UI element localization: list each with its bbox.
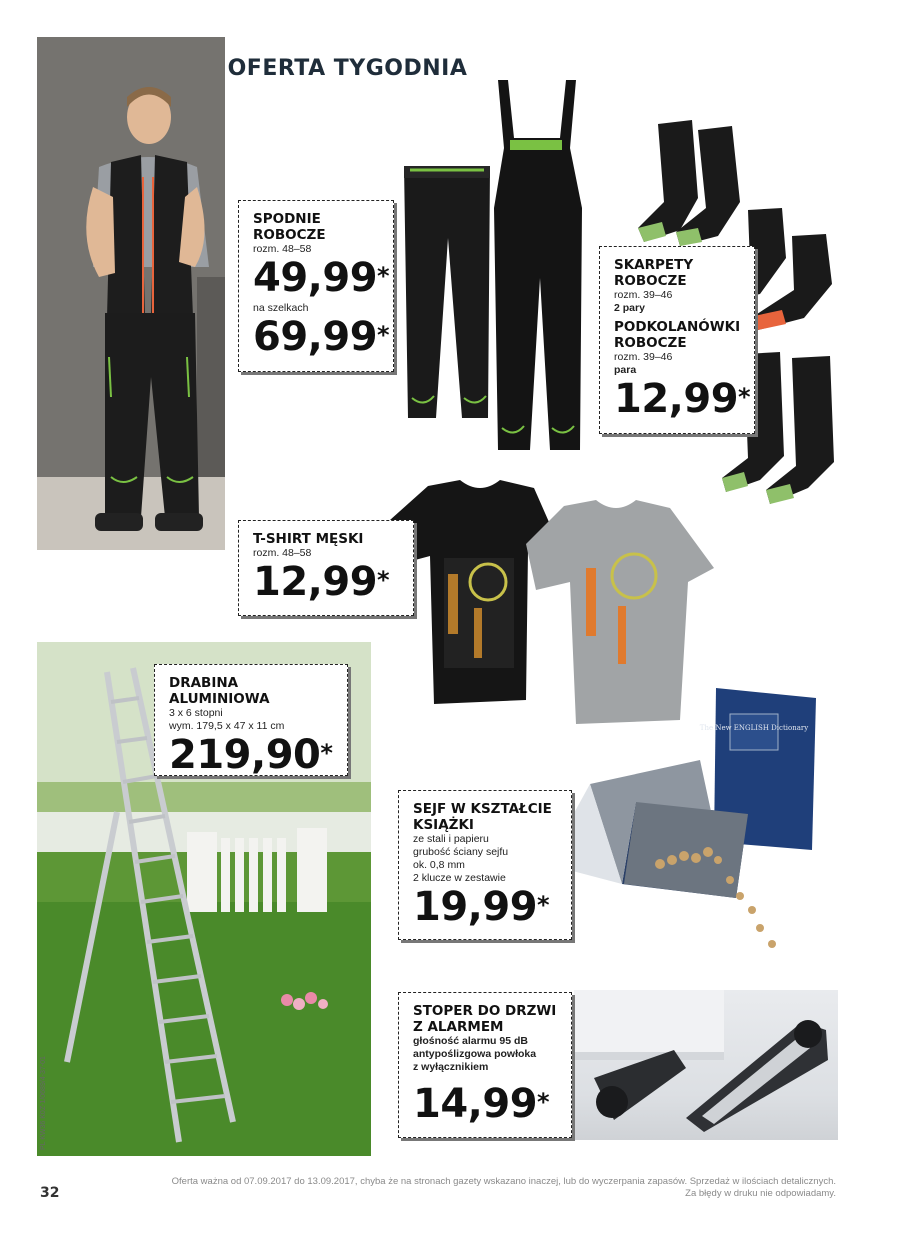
price-star: *	[377, 321, 390, 349]
work-pants-image	[390, 78, 590, 453]
stopper-name-line2: Z ALARMEM	[413, 1019, 504, 1035]
tshirt-price-box	[238, 520, 414, 616]
pants-price	[253, 255, 390, 301]
knee-socks-size: rozm. 39–46	[614, 351, 673, 363]
door-stopper-photo	[574, 990, 838, 1140]
ladder-name: DRABINA ALUMINIOWA	[169, 675, 270, 707]
worker-illustration	[37, 37, 225, 550]
ladder-desc-2: wym. 179,5 x 47 x 11 cm	[169, 720, 285, 732]
socks-price	[614, 376, 751, 422]
pants-name-line2: ROBOCZE	[253, 227, 326, 243]
safe-desc-4: 2 klucze w zestawie	[413, 872, 506, 884]
stopper-name-line1: STOPER DO DRZWI	[413, 1003, 557, 1019]
stopper-price-box	[398, 992, 572, 1138]
safe-desc-1: ze stali i papieru	[413, 833, 489, 845]
overalls-price-value: 69,99	[253, 314, 378, 360]
safe-price	[413, 885, 559, 929]
safe-desc-2: grubość ściany sejfu	[413, 846, 509, 858]
knee-socks-name-line1: PODKOLANÓWKI	[614, 319, 741, 335]
title-offer: OFERTA TYGODNIA	[227, 56, 468, 81]
book-cover-title: The New ENGLISH Dictionary	[699, 724, 809, 732]
tshirt-price	[253, 560, 401, 604]
overalls-price	[253, 314, 390, 360]
ladder-price-box	[154, 664, 348, 776]
socks-pack: 2 pary	[614, 302, 645, 314]
footer-disclaimer	[160, 1176, 836, 1200]
catalog-code: PL KW36 K0Z-1/0689/4-37-01	[40, 1056, 47, 1150]
safe-desc-3: ok. 0,8 mm	[413, 859, 465, 871]
socks-size: rozm. 39–46	[614, 289, 673, 301]
tshirt-price-value: 12,99	[253, 559, 378, 605]
price-star: *	[377, 262, 390, 290]
knee-socks-name-line2: ROBOCZE	[614, 335, 687, 351]
price-star: *	[537, 1088, 550, 1116]
price-star: *	[738, 383, 751, 411]
book-safe-image	[540, 684, 830, 960]
ladder-desc-1: 3 x 6 stopni	[169, 707, 223, 719]
stopper-price	[413, 1082, 559, 1126]
safe-price-box	[398, 790, 572, 940]
pants-price-value: 49,99	[253, 255, 378, 301]
safe-name-line2: KSIĄŻKI	[413, 817, 474, 833]
ladder-price	[169, 733, 335, 777]
overalls-variant-label: na szelkach	[253, 302, 309, 314]
price-star: *	[320, 739, 333, 767]
safe-price-value: 19,99	[413, 884, 538, 930]
pants-size: rozm. 48–58	[253, 243, 312, 255]
worker-photo	[37, 37, 225, 550]
socks-price-box	[599, 246, 755, 434]
door-stopper-illustration	[574, 990, 838, 1140]
footer-line-1: Oferta ważna od 07.09.2017 do 13.09.2017, chyba że na stronach gazety wskazano inaczej, lub do wyczerpania zapasów. Sprzedaż w ilościach detalicznych.	[171, 1176, 836, 1187]
price-star: *	[377, 566, 390, 594]
stopper-desc-3: z wyłącznikiem	[413, 1061, 489, 1073]
safe-name-line1: SEJF W KSZTAŁCIE	[413, 801, 552, 817]
page-number: 32	[40, 1185, 60, 1201]
pants-name-line1: SPODNIE	[253, 211, 321, 227]
socks-name-line1: SKARPETY	[614, 257, 694, 273]
stopper-desc-2: antypoślizgowa powłoka	[413, 1048, 537, 1060]
stopper-desc-1: głośność alarmu 95 dB	[413, 1035, 528, 1047]
socks-price-value: 12,99	[614, 376, 739, 422]
price-star: *	[537, 891, 550, 919]
tshirt-name: T-SHIRT MĘSKI	[253, 531, 364, 547]
footer-line-2: Za błędy w druku nie odpowiadamy.	[685, 1188, 836, 1199]
tshirt-size: rozm. 48–58	[253, 547, 312, 559]
pants-price-box	[238, 200, 394, 372]
stopper-price-value: 14,99	[413, 1081, 538, 1127]
ladder-price-value: 219,90	[169, 732, 321, 778]
socks-name-line2: ROBOCZE	[614, 273, 687, 289]
knee-socks-pack: para	[614, 364, 637, 376]
